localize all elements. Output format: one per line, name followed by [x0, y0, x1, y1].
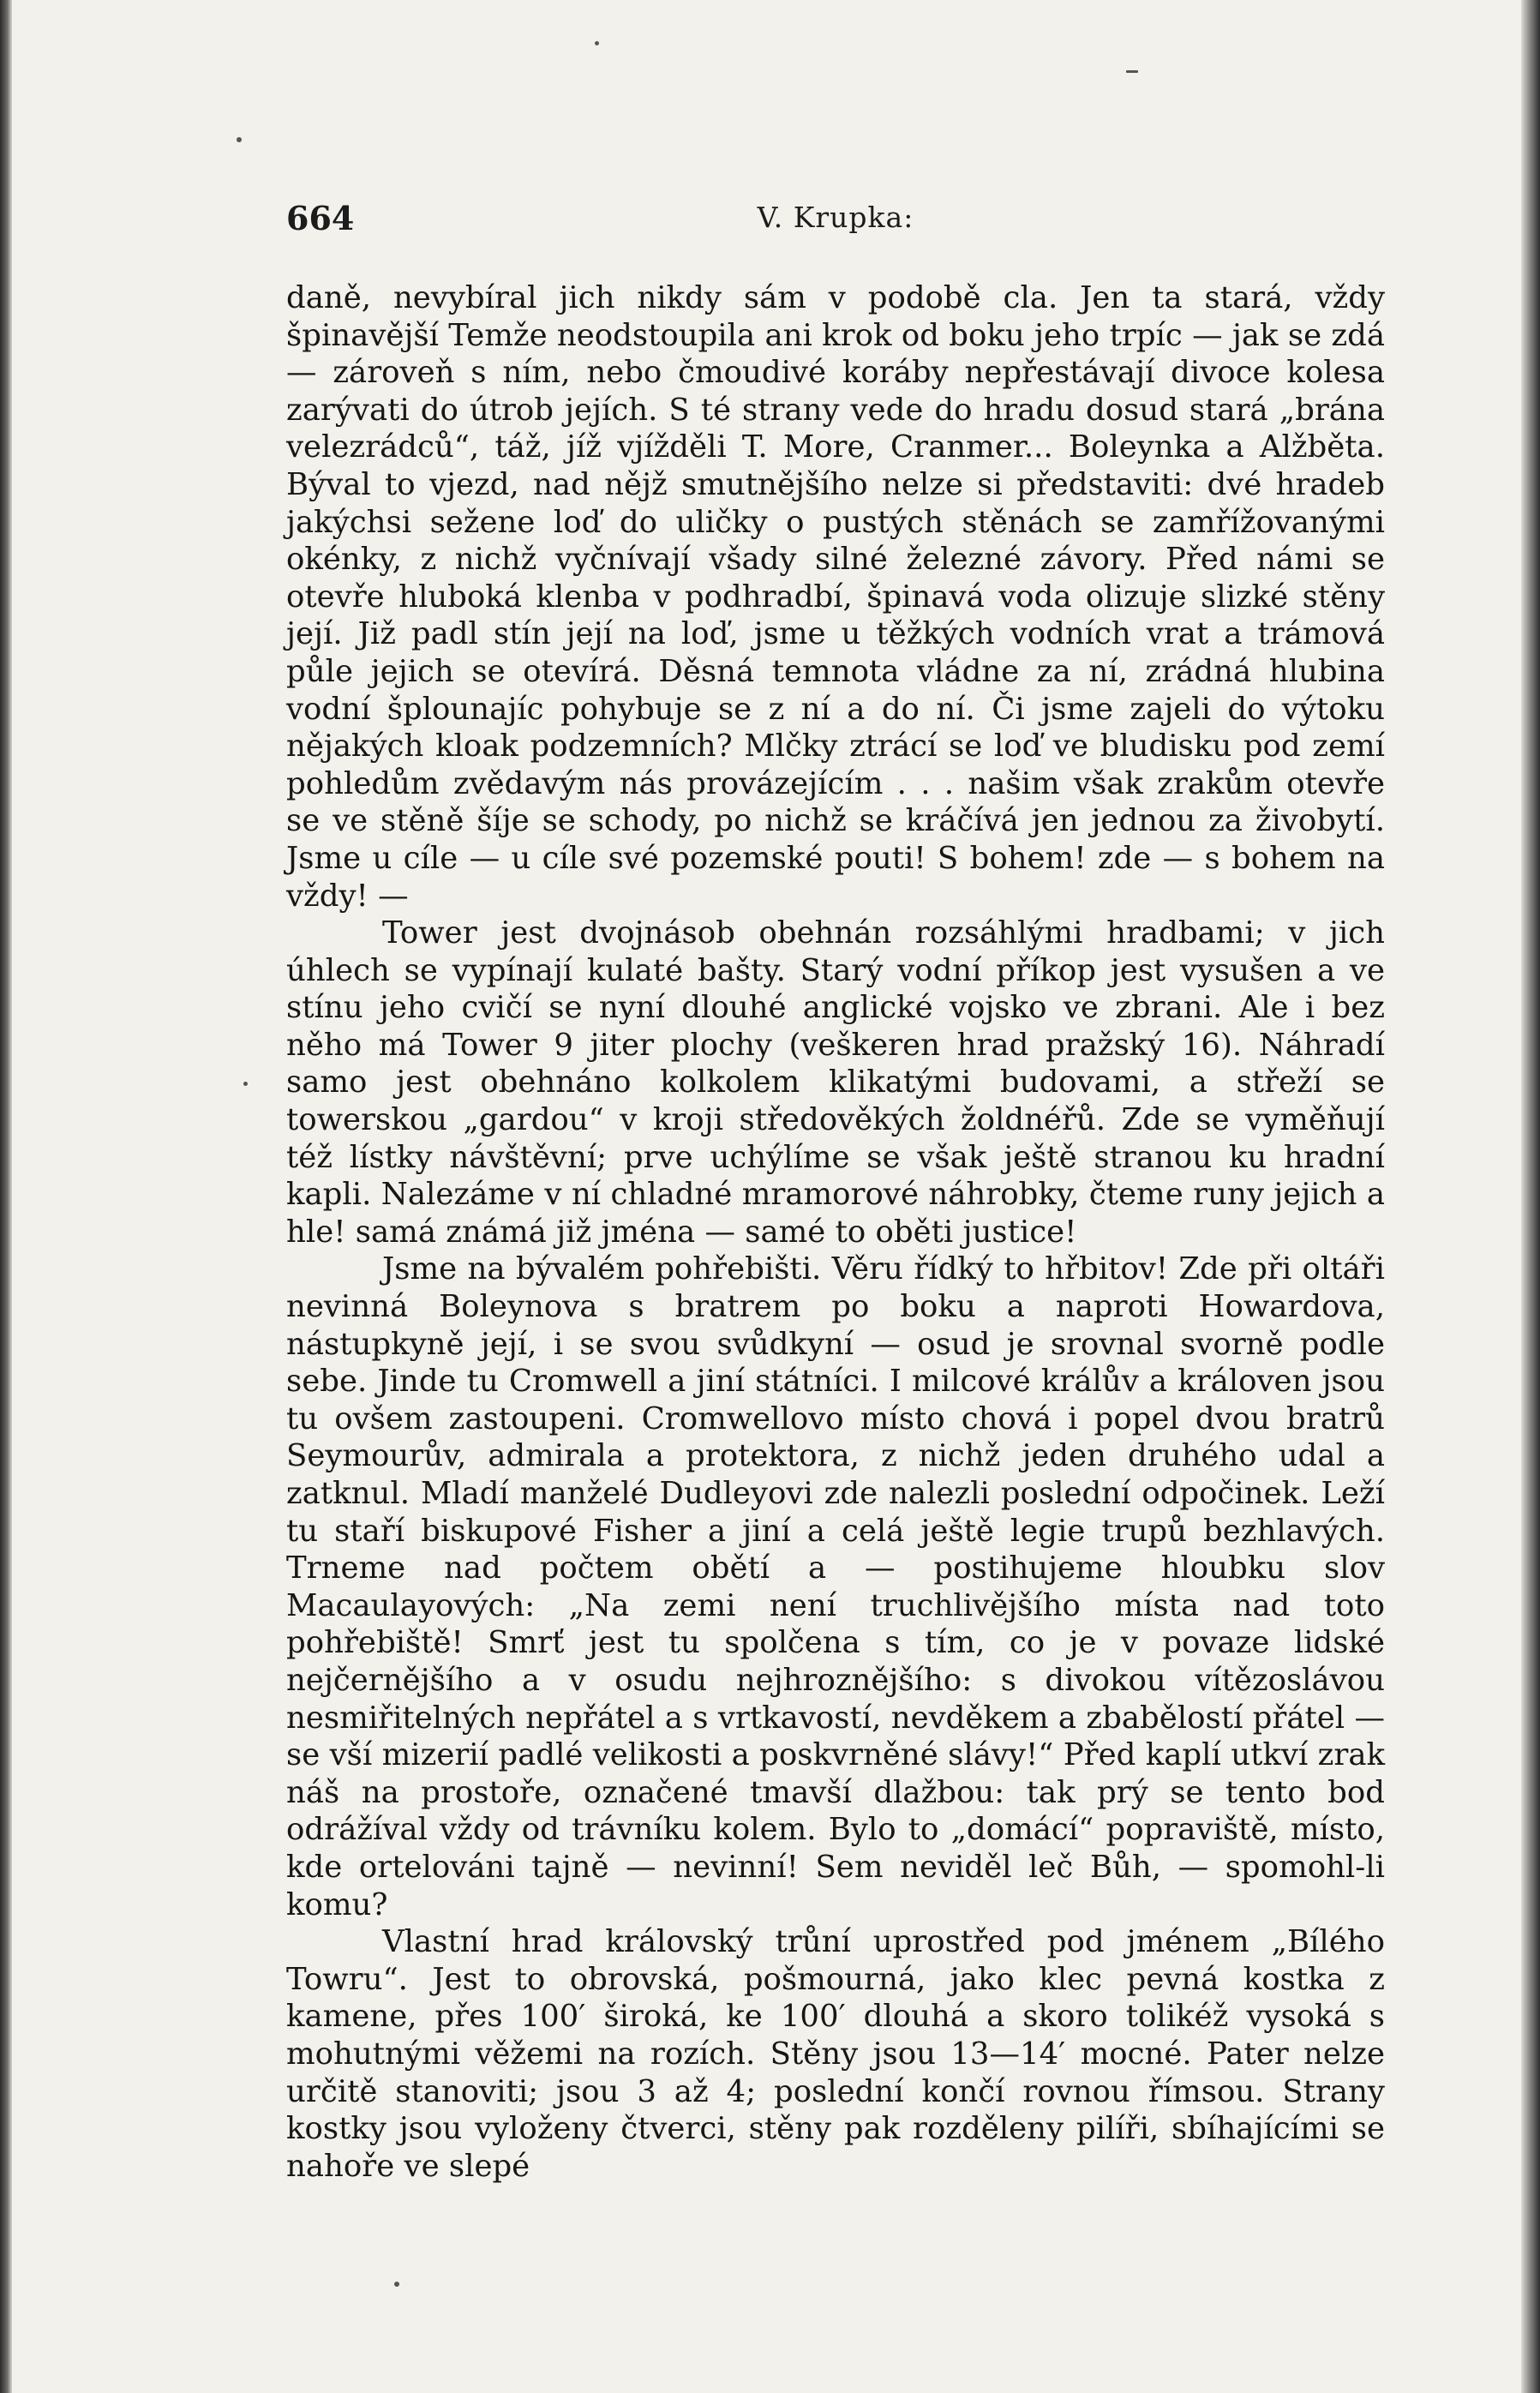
paragraph: Vlastní hrad královský trůní uprostřed pod jménem „Bílého Towru“. Jest to obrovská, pošmourná, jako klec pevná kostka z kamene, přes 100′ široká, ke 100′ dlouhá a skoro tolikéž vysoká s mohutnými věžemi na rozích. Stěny jsou 13—14′ mocné. Pater nelze určitě stanoviti; jsou 3 až 4; poslední končí rovnou římsou. Strany kostky jsou vyloženy čtverci, stěny pak rozděleny pilíři, sbíhajícími se nahoře ve slepé	[286, 1924, 1385, 2184]
page-number: 664	[286, 199, 355, 237]
scan-speck	[595, 41, 599, 45]
running-head	[286, 199, 1385, 242]
running-title: V. Krupka:	[757, 201, 914, 234]
scan-left-edge	[0, 0, 12, 2393]
scan-speck	[237, 137, 242, 142]
paragraph: Tower jest dvojnásob obehnán rozsáhlými hradbami; v jich úhlech se vypínají kulaté bašty. Starý vodní příkop jest vysušen a ve stínu jeho cvičí se nyní dlouhé anglické vojsko ve zbrani. Ale i bez něho má Tower 9 jiter plochy (veškeren hrad pražský 16). Náhradí samo jest obehnáno kolkolem klikatými budovami, a střeží se towerskou „gardou“ v kroji středověkých žoldnéřů. Zde se vyměňují též lístky návštěvní; prve uchýlíme se však ještě stranou ku hradní kapli. Nalezáme v ní chladné mramorové náhrobky, čteme runy jejich a hle! samá známá již jména — samé to oběti justice!	[286, 915, 1385, 1250]
scan-right-edge	[1521, 0, 1540, 2393]
scan-speck	[1126, 70, 1138, 73]
paragraph: daně, nevybíral jich nikdy sám v podobě cla. Jen ta stará, vždy špinavější Temže neodstoupila ani krok od boku jeho trpíc — jak se zdá — zároveň s ním, nebo čmoudivé koráby nepřestávají divoce kolesa zarývati do útrob jejích. S té strany vede do hradu dosud stará „brána velezrádců“, táž, jíž vjížděli T. More, Cranmer... Boleynka a Alžběta. Býval to vjezd, nad nějž smutnějšího nelze si představiti: dvé hradeb jakýchsi sežene loď do uličky o pustých stěnách se zamřížovanými okénky, z nichž vyčnívají všady silné železné závory. Před námi se otevře hluboká klenba v podhradbí, špinavá voda olizuje slizké stěny její. Již padl stín její na loď, jsme u těžkých vodních vrat a trámová půle jejich se otevírá. Děsná temnota vládne za ní, zrádná hlubina vodní šplounajíc pohybuje se z ní a do ní. Či jsme zajeli do výtoku nějakých kloak podzemních? Mlčky ztrácí se loď ve bludisku pod zemí pohledům zvědavým nás provázejícím . . . našim však zrakům otevře se ve stěně šíje se schody, po nichž se kráčívá jen jednou za živobytí. Jsme u cíle — u cíle své pozemské pouti! S bohem! zde — s bohem na vždy! —	[286, 280, 1385, 914]
scan-speck	[394, 2282, 399, 2287]
body-text	[286, 279, 1385, 2185]
scan-speck	[243, 1082, 248, 1086]
paragraph: Jsme na bývalém pohřebišti. Věru řídký to hřbitov! Zde při oltáři nevinná Boleynova s bratrem po boku a naproti Howardova, nástupkyně její, i se svou svůdkyní — osud je srovnal svorně podle sebe. Jinde tu Cromwell a jiní státníci. I milcové králův a královen jsou tu ovšem zastoupeni. Cromwellovo místo chová i popel dvou bratrů Seymourův, admirala a protektora, z nichž jeden druhého udal a zatknul. Mladí manželé Dudleyovi zde nalezli poslední odpočinek. Leží tu staří biskupové Fisher a jiní a celá ještě legie trupů bezhlavých. Trneme nad počtem obětí a — postihujeme hloubku slov Macaulayových: „Na zemi není truchlivějšího místa nad toto pohřebiště! Smrť jest tu spolčena s tím, co je v povaze lidské nejčernějšího a v osudu nejhroznějšího: s divokou vítězoslávou nesmiřitelných nepřátel a s vrtkavostí, nevděkem a zbabělostí přátel — se vší mizerií padlé velikosti a poskvrněné slávy!“ Před kaplí utkví zrak náš na prostoře, označené tmavší dlažbou: tak prý se tento bod odrážíval vždy od trávníku kolem. Bylo to „domácí“ popraviště, místo, kde ortelováni tajně — nevinní! Sem neviděl leč Bůh, — spomohl-li komu?	[286, 1251, 1385, 1922]
